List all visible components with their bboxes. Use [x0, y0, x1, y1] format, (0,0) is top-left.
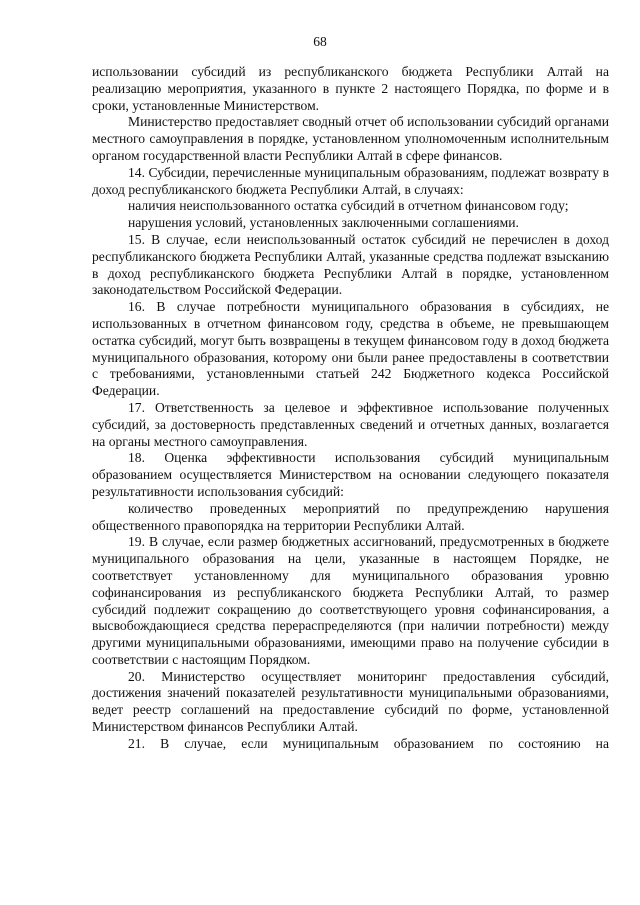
paragraph-20: 20. Министерство осуществляет мониторинг предоставления субсидий, достижения значений показателей результативности муниципальными образованиями, ведет реестр соглашений на предоставление субсидий по форме, установленной Министерством финансов Республики Алтай.: [92, 668, 609, 735]
paragraph-18: 18. Оценка эффективности использования субсидий муниципальным образованием осуществляется Министерством на основании следующего показателя результативности использования субсидий:: [92, 450, 609, 499]
document-body: [92, 64, 609, 753]
paragraph-15: 15. В случае, если неиспользованный остаток субсидий не перечислен в доход республиканского бюджета Республики Алтай, указанные средства подлежат взысканию в доход республиканского бюджета Республики Алтай в порядке, установленном законодательством Российской Федерации.: [92, 231, 609, 298]
paragraph-17: 17. Ответственность за целевое и эффективное использование полученных субсидий, за достоверность представленных сведений и отчетных данных, возлагается на органы местного самоуправления.: [92, 399, 609, 449]
paragraph-14: 14. Субсидии, перечисленные муниципальным образованиям, подлежат возврату в доход республиканского бюджета Республики Алтай, в случаях:: [92, 164, 609, 197]
page-number: 68: [313, 34, 327, 49]
paragraph-continuation: использовании субсидий из республиканского бюджета Республики Алтай на реализацию мероприятия, указанного в пункте 2 настоящего Порядка, по форме и в сроки, установленные Министерством.: [92, 64, 609, 113]
paragraph-14-case-violation: нарушения условий, установленных заключенными соглашениями.: [128, 215, 519, 231]
paragraph-14-case-unused-balance: наличия неиспользованного остатка субсидий в отчетном финансовом году;: [128, 198, 569, 214]
paragraph-summary-report: Министерство предоставляет сводный отчет об использовании субсидий органами местного самоуправления в порядке, установленном уполномоченным исполнительным органом государственной власти Республики Алтай в сфере финансов.: [92, 114, 609, 163]
paragraph-21: 21. В случае, если муниципальным образованием по состоянию на: [128, 735, 609, 751]
paragraph-18-indicator: количество проведенных мероприятий по предупреждению нарушения общественного правопорядка на территории Республики Алтай.: [92, 500, 609, 533]
paragraph-19: 19. В случае, если размер бюджетных ассигнований, предусмотренных в бюджете муниципального образования на цели, указанные в настоящем Порядке, не соответствует установленному для муниципального образования уровню софинансирования из республиканского бюджета Республики Алтай, то размер субсидий подлежит сокращению до соответствующего уровня софинансирования, а высвобождающиеся средства перераспределяются (при наличии потребности) между другими муниципальными образованиями, имеющими право на получение субсидии в соответствии с настоящим Порядком.: [92, 534, 609, 667]
paragraph-16: 16. В случае потребности муниципального образования в субсидиях, не использованных в отчетном финансовом году, средства в объеме, не превышающем остатка субсидий, могут быть возвращены в текущем финансовом году в доход бюджета муниципального образования, которому они были ранее предоставлены в соответствии с требованиями, установленными статьей 242 Бюджетного кодекса Российской Федерации.: [92, 299, 609, 399]
